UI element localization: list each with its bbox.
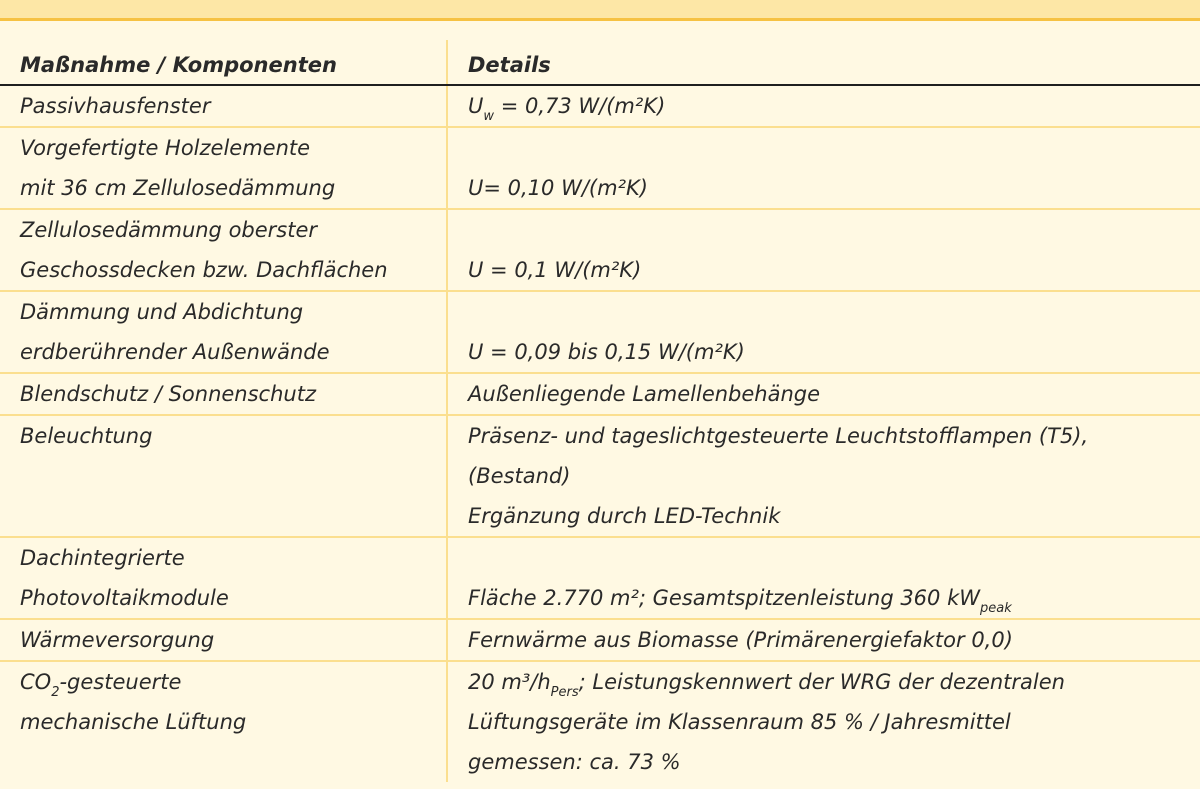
peak-subscript: peak [980, 601, 1012, 616]
details-cell: (Bestand) [468, 464, 571, 488]
table-row [0, 128, 1200, 210]
header-details: Details [468, 53, 551, 77]
measure-cell: Beleuchtung [20, 424, 153, 448]
measure-cell: Passivhausfenster [20, 94, 211, 118]
pv-text: Fläche 2.770 m²; Gesamtspitzenleistung 360 kW [468, 586, 981, 610]
pers-subscript: Pers [550, 685, 579, 700]
details-cell [468, 662, 1200, 702]
details-cell: Ergänzung durch LED-Technik [468, 504, 781, 528]
details-cell: U = 0,1 W/(m²K) [468, 258, 642, 282]
measure-cell: Geschossdecken bzw. Dachflächen [20, 258, 388, 282]
measure-cell: Photovoltaikmodule [20, 586, 229, 610]
details-cell: U = 0,09 bis 0,15 W/(m²K) [468, 340, 745, 364]
measure-cell: Zellulosedämmung oberster [20, 218, 318, 242]
details-cell: Fernwärme aus Biomasse (Primärenergiefaktor 0,0) [468, 628, 1013, 652]
u-value: = 0,73 W/(m²K) [494, 94, 666, 118]
table-row [0, 374, 1200, 416]
co2-rest: -gesteuerte [59, 670, 182, 694]
u-subscript: w [483, 109, 495, 124]
co2-prefix: CO [20, 670, 52, 694]
table-row [0, 538, 1200, 620]
airflow-post: ; Leistungskennwert der WRG der dezentralen [578, 670, 1065, 694]
details-cell: gemessen: ca. 73 % [468, 750, 681, 774]
header-measure: Maßnahme / Komponenten [20, 53, 337, 77]
measure-cell: erdberührender Außenwände [20, 340, 330, 364]
measure-cell: Dachintegrierte [20, 546, 185, 570]
measures-table [0, 40, 1200, 782]
details-cell [468, 578, 1200, 618]
details-cell: Präsenz- und tageslichtgesteuerte Leuchtstofflampen (T5), [468, 424, 1089, 448]
top-band [0, 0, 1200, 21]
co2-subscript: 2 [51, 685, 60, 700]
airflow-pre: 20 m³/h [468, 670, 551, 694]
details-cell: Außenliegende Lamellenbehänge [468, 382, 821, 406]
measure-cell: mechanische Lüftung [20, 710, 247, 734]
measure-cell: Blendschutz / Sonnenschutz [20, 382, 316, 406]
measure-cell: mit 36 cm Zellulosedämmung [20, 176, 336, 200]
details-cell: U= 0,10 W/(m²K) [468, 176, 648, 200]
table-row [0, 662, 1200, 782]
details-cell: Lüftungsgeräte im Klassenraum 85 % / Jahresmittel [468, 710, 1011, 734]
measure-cell: Dämmung und Abdichtung [20, 300, 304, 324]
table-row [0, 416, 1200, 538]
table-row [0, 292, 1200, 374]
table-row [0, 86, 1200, 128]
table-row [0, 620, 1200, 662]
measure-cell [20, 662, 446, 702]
table-header [0, 40, 1200, 86]
details-cell [468, 86, 1200, 126]
u-symbol: U [468, 94, 484, 118]
measure-cell: Vorgefertigte Holzelemente [20, 136, 311, 160]
table-row [0, 210, 1200, 292]
measure-cell: Wärmeversorgung [20, 628, 215, 652]
